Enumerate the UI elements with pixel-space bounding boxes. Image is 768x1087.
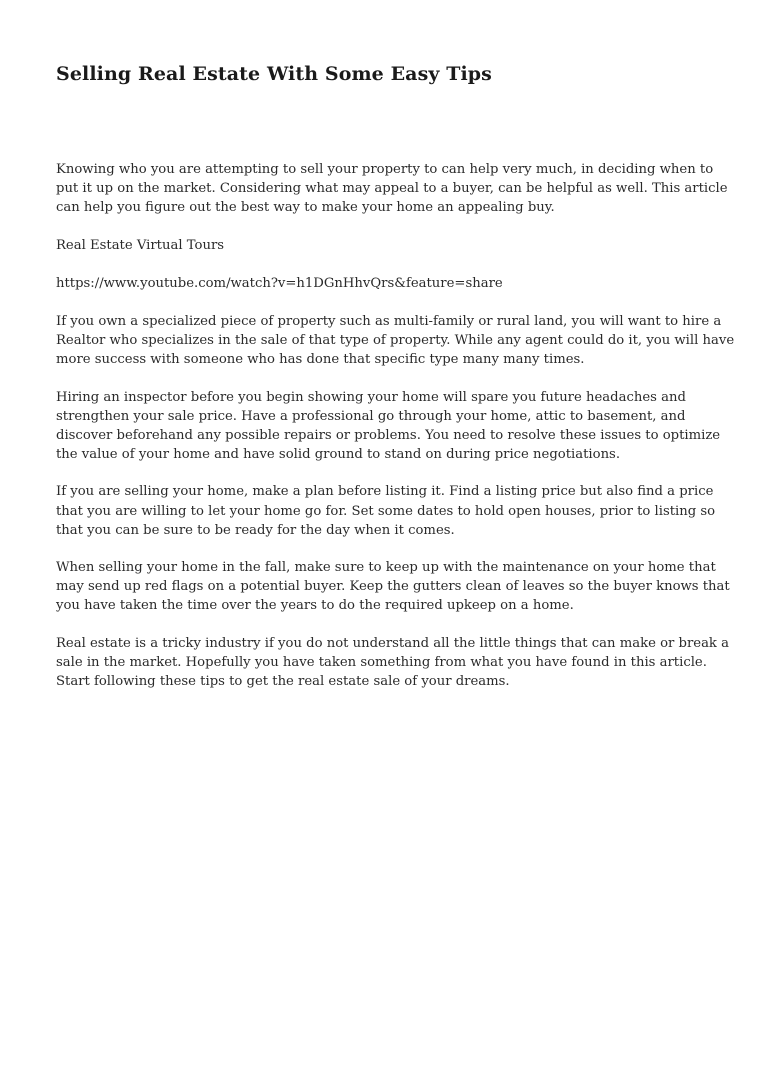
text-line: Knowing who you are attempting to sell your property to can help very much, in deciding when to [56, 162, 714, 177]
text-line: strengthen your sale price. Have a professional go through your home, attic to basement, and [56, 408, 686, 424]
text-line: that you can be sure to be ready for the day when it comes. [56, 522, 455, 538]
paragraph-video-url [56, 274, 716, 293]
text-line: the value of your home and have solid ground to stand on during price negotiations. [56, 447, 621, 463]
text-line: you have taken the time over the years to do the required upkeep on a home. [56, 598, 574, 614]
paragraph-intro [56, 160, 728, 218]
text-line: more success with someone who has done that specific type many many times. [56, 352, 585, 368]
article-body [56, 160, 735, 709]
text-line: that you are willing to let your home go for. Set some dates to hold open houses, prior to listing so [56, 503, 716, 519]
paragraph-plan-listing [56, 482, 716, 540]
paragraph-inspector [56, 388, 721, 465]
page-title: Selling Real Estate With Some Easy Tips [56, 63, 492, 85]
text-line: If you are selling your home, make a plan before listing it. Find a listing price but also find a price [56, 484, 714, 500]
paragraph-fall-maintenance [56, 558, 730, 616]
text-line: If you own a specialized piece of property such as multi-family or rural land, you will want to hire a [56, 314, 722, 330]
video-url-text: https://www.youtube.com/watch?v=h1DGnHhvQrs&feature=share [56, 275, 503, 291]
text-line: can help you figure out the best way to make your home an appealing buy. [56, 200, 555, 216]
text-line: When selling your home in the fall, make sure to keep up with the maintenance on your home that [56, 560, 716, 576]
text-line: put it up on the market. Considering what may appeal to a buyer, can be helpful as well. This article [56, 181, 728, 197]
paragraph-virtual-tours-heading [56, 236, 716, 255]
paragraph-conclusion [56, 634, 729, 692]
text-line: Real estate is a tricky industry if you do not understand all the little things that can make or break a [56, 635, 729, 651]
text-line: Hiring an inspector before you begin showing your home will spare you future headaches and [56, 389, 686, 405]
text-line: Start following these tips to get the real estate sale of your dreams. [56, 674, 510, 690]
text-line: may send up red flags on a potential buyer. Keep the gutters clean of leaves so the buyer knows that [56, 579, 730, 595]
text-line: discover beforehand any possible repairs or problems. You need to resolve these issues to optimize [56, 428, 721, 444]
text-line: Realtor who specializes in the sale of that type of property. While any agent could do it, you will have [56, 333, 735, 349]
text-line: Real Estate Virtual Tours [56, 237, 225, 253]
paragraph-specialized-property [56, 312, 735, 370]
text-line: sale in the market. Hopefully you have taken something from what you have found in this article. [56, 654, 707, 670]
